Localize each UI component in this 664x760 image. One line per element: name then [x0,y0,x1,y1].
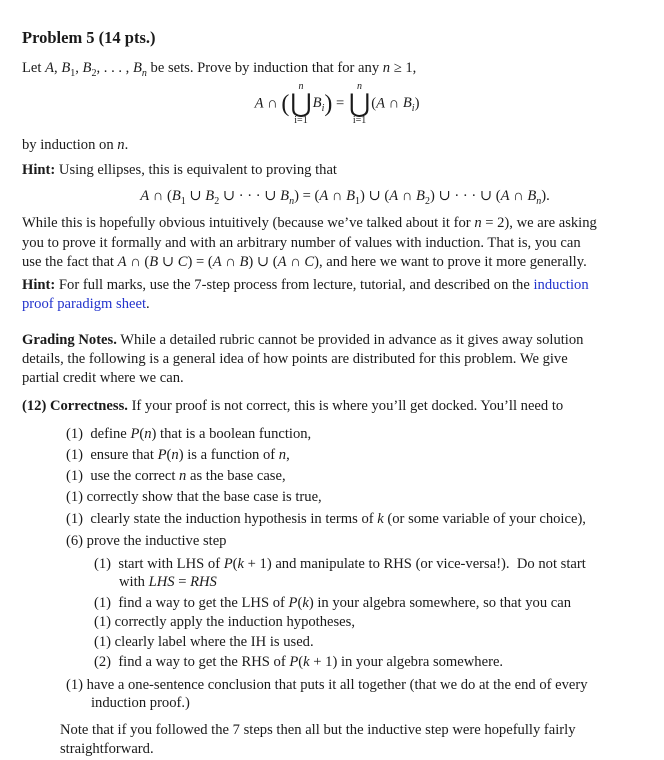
rubric-item: (6) prove the inductive step [66,533,227,549]
induction-paradigm-link[interactable]: induction [533,277,589,293]
grading-notes-line-3: partial credit where we can. [22,370,184,386]
explanation-line-3: use the fact that A ∩ (B ∪ C) = (A ∩ B) ∪ (A ∩ C), and here we want to prove it more generally. [22,254,587,270]
rubric-subitem: (1) correctly apply the induction hypotheses, [94,614,355,630]
rubric-subitem: (1) start with LHS of P(k + 1) and manipulate to RHS (or vice-versa!). Do not start [94,556,586,572]
correctness-heading: (12) Correctness. If your proof is not correct, this is where you’ll get docked. You’ll need to [22,398,564,414]
induction-paradigm-link-cont[interactable]: proof paradigm sheet [22,296,147,312]
hint-2: Hint: For full marks, use the 7-step process from lecture, tutorial, and described on the induction [22,277,589,293]
grading-notes-line-1: Grading Notes. While a detailed rubric cannot be provided in advance as it gives away solution [22,332,584,348]
rubric-subitem: (1) clearly label where the IH is used. [94,634,314,650]
explanation-line-1: While this is hopefully obvious intuitively (because we’ve talked about it for n = 2), we are asking [22,215,597,231]
note-line-2: straightforward. [60,741,154,757]
rubric-item: (1) have a one-sentence conclusion that puts it all together (that we do at the end of every [66,677,588,693]
hint-2-continued: proof paradigm sheet. [22,296,150,312]
by-induction-text: by induction on n. [22,137,129,153]
rubric-item: (1) ensure that P(n) is a function of n, [66,447,290,463]
rubric-subitem: (2) find a way to get the RHS of P(k + 1) in your algebra somewhere. [94,654,504,670]
rubric-item: (1) use the correct n as the base case, [66,468,286,484]
main-equation: A ∩ ( n ⋃ i=1 $B_i$) = n ⋃ i=1 (A ∩ $B_i$) [254,81,420,126]
note-line-1: Note that if you followed the 7 steps then all but the inductive step were hopefully fairly [60,722,576,738]
rubric-subitem: (1) find a way to get the LHS of P(k) in your algebra somewhere, so that you can [94,595,572,611]
hint-1: Hint: Using ellipses, this is equivalent to proving that [22,162,337,178]
rubric-subitem-continued: with LHS = RHS [119,574,217,590]
rubric-item: (1) clearly state the induction hypothesis in terms of k (or some variable of your choice), [66,511,586,527]
rubric-item-continued: induction proof.) [91,695,190,711]
problem-title: Problem 5 (14 pts.) [22,28,156,47]
equivalent-equation: A ∩ ($B_1$ ∪ $B_2$ ∪ · · · ∪ $B_n) = (A$ ∩ $B_1$) ∪ (A ∩ $B_2$) ∪ · · · ∪ (A ∩ $B_n$). [140,188,550,207]
grading-notes-line-2: details, the following is a general idea of how points are distributed for this problem. We give [22,351,568,367]
problem-intro: Let A, $B_1$, $B_2$, . . . , $B_n$ be sets. Prove by induction that for any n ≥ 1, [22,60,417,79]
rubric-item: (1) correctly show that the base case is true, [66,489,322,505]
explanation-line-2: you to prove it formally and with an arbitrary number of values with induction. That is, you can [22,235,581,251]
rubric-item: (1) define P(n) that is a boolean function, [66,426,312,442]
